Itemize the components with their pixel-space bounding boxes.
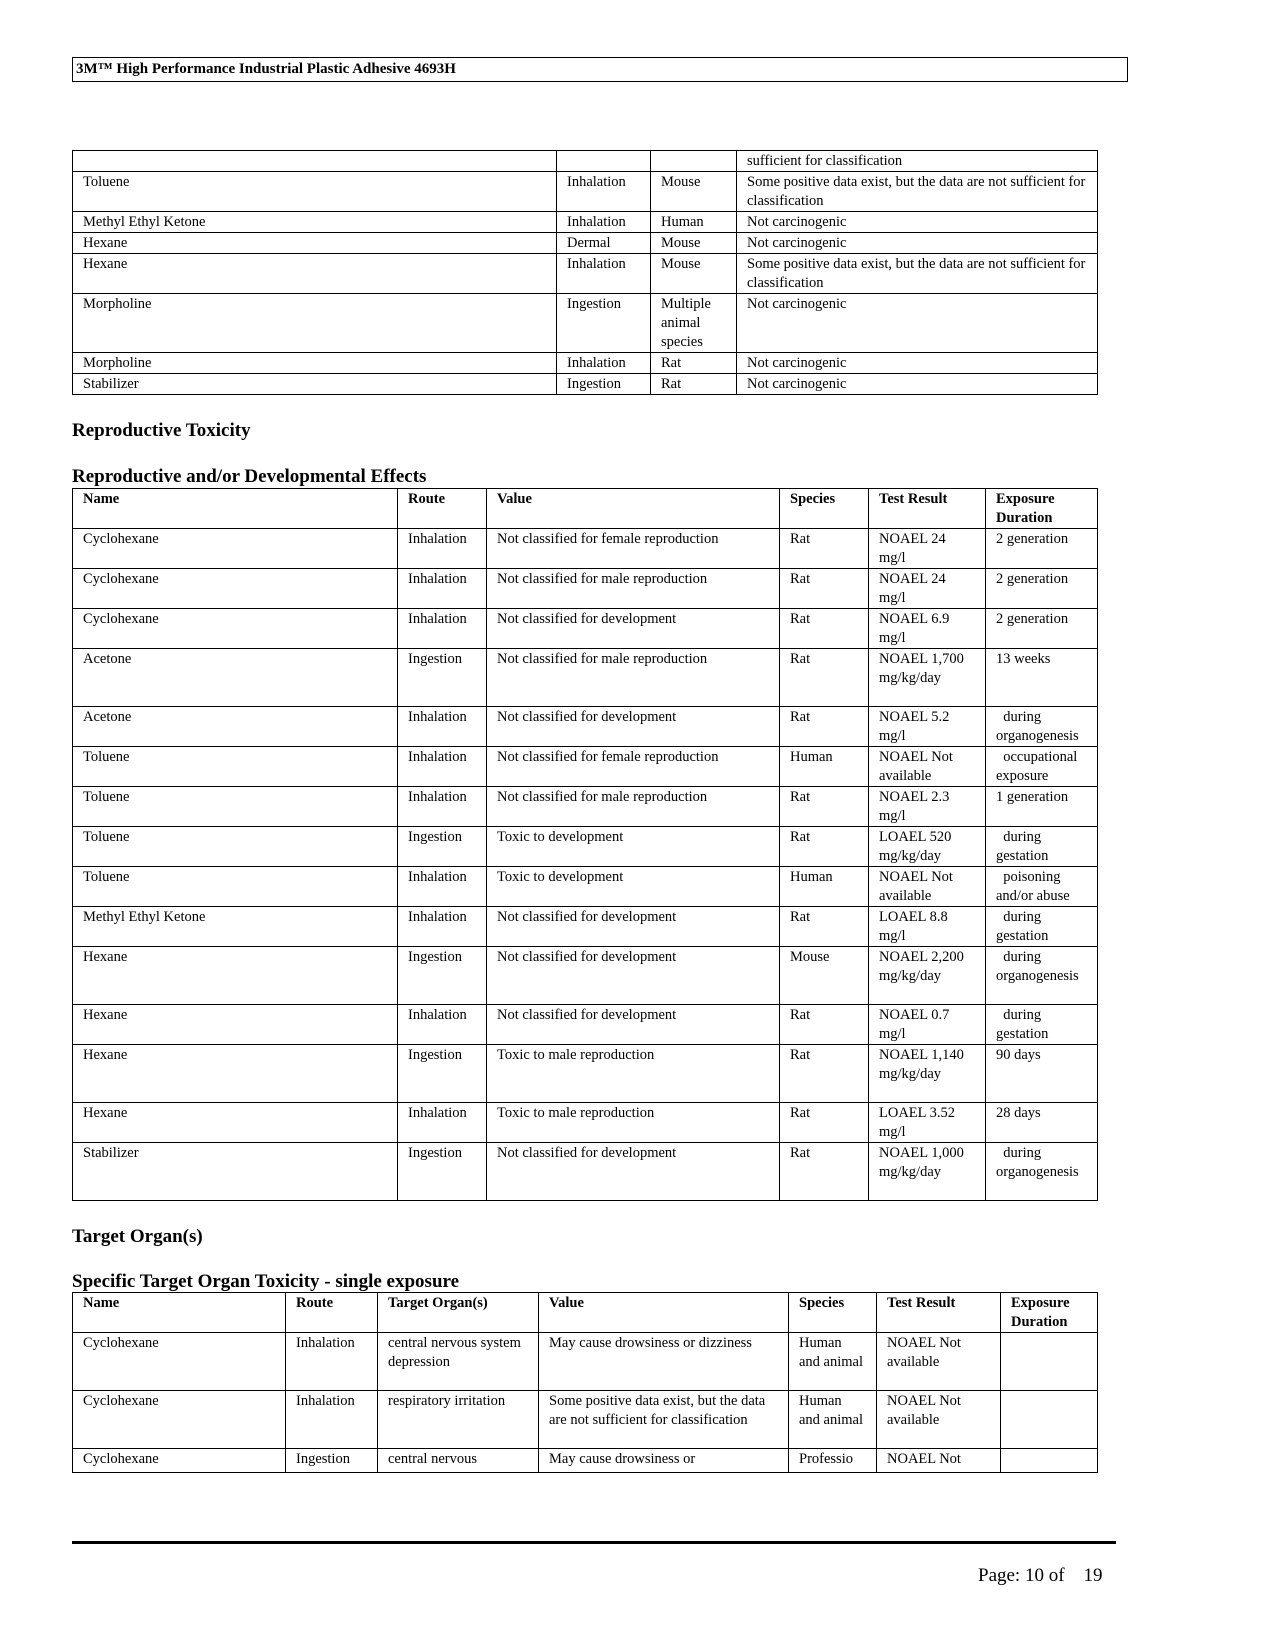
table-header-row [73, 1293, 1098, 1333]
table-cell: Mouse [780, 947, 869, 1005]
table-cell: Not classified for development [487, 609, 780, 649]
table-cell [1001, 1391, 1098, 1449]
table-row [73, 609, 1098, 649]
table-cell: Rat [780, 827, 869, 867]
table-row [73, 867, 1098, 907]
column-header: Value [539, 1293, 789, 1333]
table-cell: Rat [651, 353, 737, 374]
reproductive-effects-table [72, 488, 1098, 1201]
document-header-title: 3M™ High Performance Industrial Plastic Adhesive 4693H [72, 57, 1128, 82]
table-cell: Inhalation [398, 569, 487, 609]
table-cell: May cause drowsiness or [539, 1449, 789, 1473]
table-row [73, 233, 1098, 254]
table-cell: Ingestion [557, 294, 651, 353]
table-cell: during organogenesis [986, 947, 1098, 1005]
table-cell: Not classified for development [487, 1143, 780, 1201]
table-cell: Ingestion [398, 947, 487, 1005]
table-cell: Toluene [73, 787, 398, 827]
table-cell: Acetone [73, 707, 398, 747]
table-cell: Human and animal [789, 1333, 877, 1391]
table-cell: Not classified for female reproduction [487, 747, 780, 787]
table-cell: Not classified for female reproduction [487, 529, 780, 569]
column-header: Species [789, 1293, 877, 1333]
table-cell: NOAEL 1,000 mg/kg/day [869, 1143, 986, 1201]
table-cell: 2 generation [986, 609, 1098, 649]
table-row [73, 1391, 1098, 1449]
table-cell: Not carcinogenic [737, 212, 1098, 233]
table-cell: Not carcinogenic [737, 294, 1098, 353]
table-cell: Ingestion [398, 1045, 487, 1103]
table-cell: Rat [780, 649, 869, 707]
table-row [73, 1333, 1098, 1391]
table-cell: Inhalation [398, 609, 487, 649]
table-cell: Dermal [557, 233, 651, 254]
table-cell: Cyclohexane [73, 1333, 286, 1391]
table-row [73, 294, 1098, 353]
table-cell: Toxic to male reproduction [487, 1103, 780, 1143]
table-cell: NOAEL 2.3 mg/l [869, 787, 986, 827]
table-row [73, 649, 1098, 707]
table-cell: NOAEL 6.9 mg/l [869, 609, 986, 649]
table-cell: Ingestion [557, 374, 651, 395]
table-cell: Morpholine [73, 294, 557, 353]
table-cell: respiratory irritation [378, 1391, 539, 1449]
table-cell: 28 days [986, 1103, 1098, 1143]
table-cell: Professio [789, 1449, 877, 1473]
table-cell: NOAEL 24 mg/l [869, 529, 986, 569]
table-cell: Toxic to male reproduction [487, 1045, 780, 1103]
column-header: Route [286, 1293, 378, 1333]
table-cell: Rat [780, 787, 869, 827]
table-cell: Not carcinogenic [737, 233, 1098, 254]
table-cell: during organogenesis [986, 1143, 1098, 1201]
table-cell: Not carcinogenic [737, 374, 1098, 395]
table-cell: Methyl Ethyl Ketone [73, 212, 557, 233]
stot-single-table-title: Specific Target Organ Toxicity - single exposure [72, 1271, 460, 1292]
table-cell: NOAEL 0.7 mg/l [869, 1005, 986, 1045]
table-row [73, 827, 1098, 867]
table-cell: Not carcinogenic [737, 353, 1098, 374]
table-cell: NOAEL Not available [877, 1391, 1001, 1449]
table-cell: 2 generation [986, 529, 1098, 569]
table-row [73, 172, 1098, 212]
table-cell [1001, 1449, 1098, 1473]
table-row [73, 707, 1098, 747]
table-cell [1001, 1333, 1098, 1391]
table-cell: Inhalation [286, 1333, 378, 1391]
column-header: Species [780, 489, 869, 529]
table-cell: Human [651, 212, 737, 233]
table-cell: Inhalation [557, 254, 651, 294]
table-cell: Cyclohexane [73, 569, 398, 609]
table-cell: Human and animal [789, 1391, 877, 1449]
table-cell: Acetone [73, 649, 398, 707]
table-cell: Rat [780, 609, 869, 649]
table-cell: Not classified for male reproduction [487, 649, 780, 707]
table-cell: Cyclohexane [73, 1449, 286, 1473]
table-cell: during gestation [986, 827, 1098, 867]
table-cell: Cyclohexane [73, 1391, 286, 1449]
table-cell: Inhalation [398, 1005, 487, 1045]
table-header-row [73, 489, 1098, 529]
table-cell: Inhalation [398, 787, 487, 827]
table-cell: Hexane [73, 1103, 398, 1143]
table-cell: sufficient for classification [737, 151, 1098, 172]
table-row [73, 1103, 1098, 1143]
table-row [73, 151, 1098, 172]
table-row [73, 212, 1098, 233]
stot-single-exposure-table [72, 1292, 1098, 1473]
table-cell: 1 generation [986, 787, 1098, 827]
table-cell: NOAEL 24 mg/l [869, 569, 986, 609]
table-cell: Mouse [651, 254, 737, 294]
table-cell: Mouse [651, 233, 737, 254]
table-cell: Stabilizer [73, 1143, 398, 1201]
table-cell: during gestation [986, 1005, 1098, 1045]
table-row [73, 907, 1098, 947]
table-cell: Hexane [73, 1005, 398, 1045]
table-cell: Mouse [651, 172, 737, 212]
table-cell [651, 151, 737, 172]
table-cell: NOAEL Not available [877, 1333, 1001, 1391]
table-cell: during gestation [986, 907, 1098, 947]
table-cell: 90 days [986, 1045, 1098, 1103]
table-row [73, 1045, 1098, 1103]
table-cell: NOAEL 1,140 mg/kg/day [869, 1045, 986, 1103]
table-cell: LOAEL 8.8 mg/l [869, 907, 986, 947]
table-cell: NOAEL Not available [869, 747, 986, 787]
table-cell: Ingestion [398, 1143, 487, 1201]
table-cell: LOAEL 520 mg/kg/day [869, 827, 986, 867]
table-cell: Toxic to development [487, 827, 780, 867]
table-cell: Not classified for male reproduction [487, 569, 780, 609]
table-cell: Human [780, 867, 869, 907]
table-cell: Inhalation [398, 867, 487, 907]
table-cell: LOAEL 3.52 mg/l [869, 1103, 986, 1143]
table-row [73, 747, 1098, 787]
table-cell: NOAEL 1,700 mg/kg/day [869, 649, 986, 707]
table-cell: Inhalation [286, 1391, 378, 1449]
table-cell: Hexane [73, 254, 557, 294]
table-cell: Some positive data exist, but the data are not sufficient for classification [539, 1391, 789, 1449]
table-row [73, 787, 1098, 827]
carcinogenicity-table [72, 150, 1098, 395]
table-row [73, 374, 1098, 395]
table-cell: Human [780, 747, 869, 787]
table-cell: Ingestion [286, 1449, 378, 1473]
table-cell: 13 weeks [986, 649, 1098, 707]
reproductive-toxicity-heading: Reproductive Toxicity [72, 420, 251, 441]
page-number: Page: 10 of 19 [978, 1565, 1103, 1586]
table-cell: Toluene [73, 172, 557, 212]
table-cell: Rat [780, 707, 869, 747]
table-row [73, 529, 1098, 569]
table-cell: Rat [780, 907, 869, 947]
table-cell: Rat [651, 374, 737, 395]
table-cell: Rat [780, 1143, 869, 1201]
table-row [73, 254, 1098, 294]
table-cell [73, 151, 557, 172]
table-cell: Inhalation [557, 212, 651, 233]
table-cell: Not classified for development [487, 1005, 780, 1045]
column-header: Target Organ(s) [378, 1293, 539, 1333]
table-cell: Rat [780, 1103, 869, 1143]
table-cell: Rat [780, 529, 869, 569]
table-cell: Inhalation [398, 529, 487, 569]
table-cell: Not classified for development [487, 947, 780, 1005]
table-cell: Toluene [73, 747, 398, 787]
table-cell: Inhalation [398, 747, 487, 787]
table-row [73, 1143, 1098, 1201]
table-cell: Rat [780, 569, 869, 609]
footer-divider [72, 1541, 1116, 1544]
table-cell: NOAEL 2,200 mg/kg/day [869, 947, 986, 1005]
table-cell: Ingestion [398, 649, 487, 707]
table-cell: central nervous system depression [378, 1333, 539, 1391]
column-header: Exposure Duration [1001, 1293, 1098, 1333]
table-cell: Some positive data exist, but the data are not sufficient for classification [737, 172, 1098, 212]
column-header: Test Result [869, 489, 986, 529]
column-header: Route [398, 489, 487, 529]
table-cell: Not classified for development [487, 707, 780, 747]
table-cell: Rat [780, 1005, 869, 1045]
table-cell: Stabilizer [73, 374, 557, 395]
table-cell: NOAEL Not available [869, 867, 986, 907]
table-cell: Not classified for development [487, 907, 780, 947]
table-row [73, 1449, 1098, 1473]
table-cell: Toxic to development [487, 867, 780, 907]
table-cell: Inhalation [398, 1103, 487, 1143]
table-cell: Not classified for male reproduction [487, 787, 780, 827]
table-cell [557, 151, 651, 172]
table-cell: Cyclohexane [73, 609, 398, 649]
table-cell: Multiple animal species [651, 294, 737, 353]
table-cell: 2 generation [986, 569, 1098, 609]
column-header: Test Result [877, 1293, 1001, 1333]
table-cell: Inhalation [557, 172, 651, 212]
column-header: Name [73, 489, 398, 529]
column-header: Value [487, 489, 780, 529]
table-row [73, 1005, 1098, 1045]
table-cell: Hexane [73, 233, 557, 254]
table-cell: during organogenesis [986, 707, 1098, 747]
table-cell: Rat [780, 1045, 869, 1103]
table-cell: May cause drowsiness or dizziness [539, 1333, 789, 1391]
table-cell: Toluene [73, 867, 398, 907]
table-cell: Toluene [73, 827, 398, 867]
table-cell: central nervous [378, 1449, 539, 1473]
table-cell: Ingestion [398, 827, 487, 867]
table-cell: Some positive data exist, but the data are not sufficient for classification [737, 254, 1098, 294]
column-header: Exposure Duration [986, 489, 1098, 529]
table-cell: Cyclohexane [73, 529, 398, 569]
table-row [73, 569, 1098, 609]
table-cell: poisoning and/or abuse [986, 867, 1098, 907]
table-cell: occupational exposure [986, 747, 1098, 787]
table-cell: Hexane [73, 947, 398, 1005]
column-header: Name [73, 1293, 286, 1333]
table-cell: Morpholine [73, 353, 557, 374]
table-cell: Inhalation [557, 353, 651, 374]
table-cell: Inhalation [398, 707, 487, 747]
table-row [73, 947, 1098, 1005]
table-cell: Hexane [73, 1045, 398, 1103]
table-cell: NOAEL 5.2 mg/l [869, 707, 986, 747]
reproductive-effects-table-title: Reproductive and/or Developmental Effects [72, 466, 427, 487]
target-organs-heading: Target Organ(s) [72, 1226, 203, 1247]
table-cell: Inhalation [398, 907, 487, 947]
table-cell: Methyl Ethyl Ketone [73, 907, 398, 947]
table-row [73, 353, 1098, 374]
table-cell: NOAEL Not [877, 1449, 1001, 1473]
